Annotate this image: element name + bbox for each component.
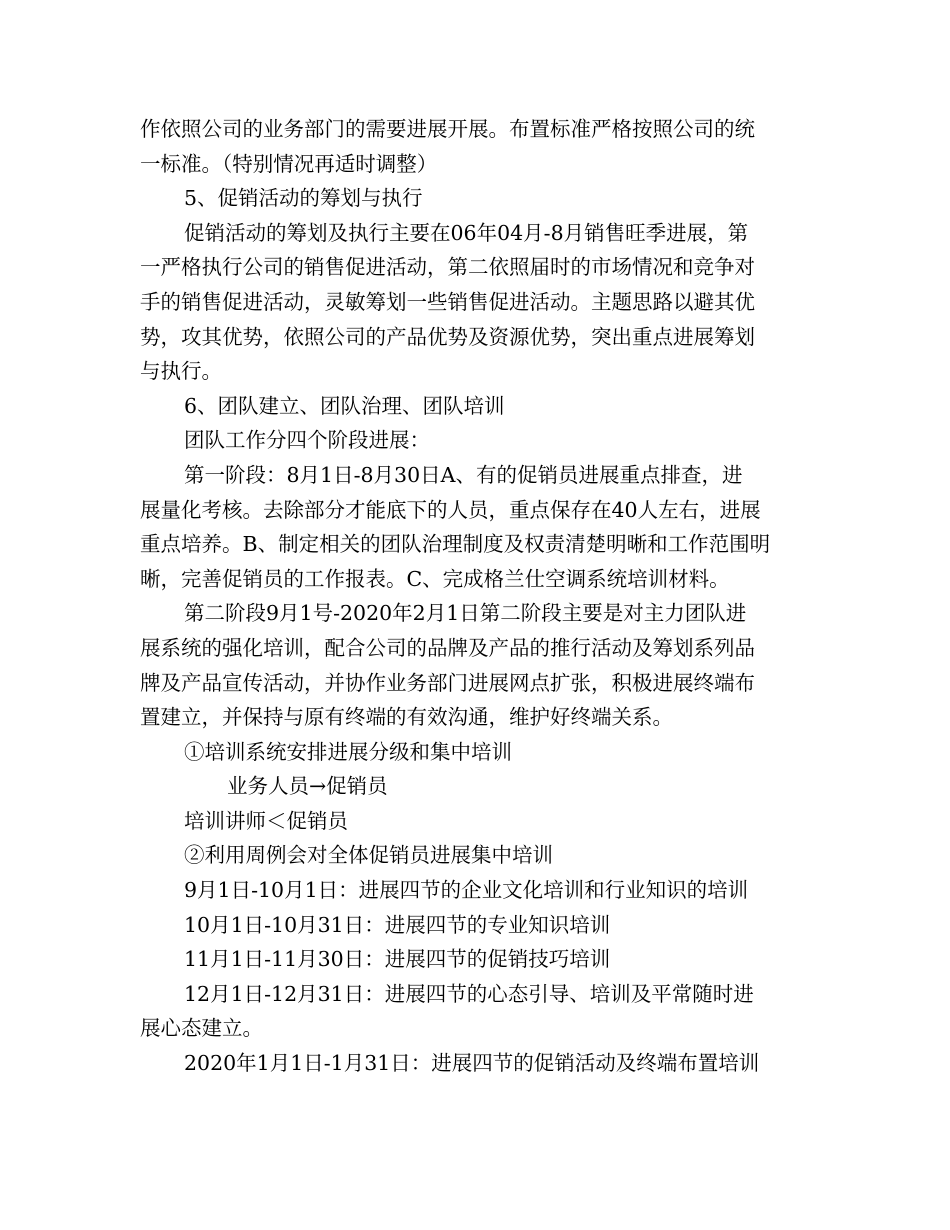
text-line: 第一阶段：8月1日-8月30日A、有的促销员进展重点排查，进 bbox=[184, 462, 743, 487]
text-line: 培训讲师＜促销员 bbox=[184, 808, 348, 833]
text-line: 置建立，并保持与原有终端的有效沟通，维护好终端关系。 bbox=[140, 705, 673, 730]
text-line: 与执行。 bbox=[140, 359, 222, 384]
text-line: 2020年1月1日-1月31日：进展四节的促销活动及终端布置培训 bbox=[184, 1051, 760, 1076]
text-line: 展系统的强化培训，配合公司的品牌及产品的推行活动及筹划系列品 bbox=[140, 635, 755, 660]
text-line: 5、促销活动的筹划与执行 bbox=[184, 186, 423, 211]
text-line: 10月1日-10月31日：进展四节的专业知识培训 bbox=[184, 912, 611, 937]
text-line: 11月1日-11月30日：进展四节的促销技巧培训 bbox=[184, 947, 611, 972]
text-line: 作依照公司的业务部门的需要进展开展。布置标准严格按照公司的统 bbox=[140, 117, 755, 141]
text-line: 9月1日-10月1日：进展四节的企业文化培训和行业知识的培训 bbox=[184, 878, 749, 903]
text-line: 促销活动的筹划及执行主要在06年04月-8月销售旺季进展，第 bbox=[184, 220, 749, 245]
text-line: 第二阶段9月1号-2020年2月1日第二阶段主要是对主力团队进 bbox=[184, 601, 747, 626]
text-line: 展量化考核。去除部分才能底下的人员，重点保存在40人左右，进展 bbox=[140, 497, 761, 522]
text-line: ①培训系统安排进展分级和集中培训 bbox=[184, 739, 512, 764]
text-line: 一标准。（特别情况再适时调整） bbox=[140, 151, 438, 176]
document-body bbox=[140, 112, 820, 1081]
text-line: 一严格执行公司的销售促进活动，第二依照届时的市场情况和竞争对 bbox=[140, 255, 755, 280]
text-line: 业务人员→促销员 bbox=[227, 774, 388, 799]
text-line: 6、团队建立、团队治理、团队培训 bbox=[184, 393, 505, 418]
text-line: 重点培养。B、制定相关的团队治理制度及权责清楚明晰和工作范围明 bbox=[140, 532, 771, 557]
text-line: 团队工作分四个阶段进展： bbox=[184, 428, 430, 453]
text-line: 展心态建立。 bbox=[140, 1016, 263, 1041]
text-line: 势，攻其优势，依照公司的产品优势及资源优势，突出重点进展筹划 bbox=[140, 324, 755, 349]
text-line: 手的销售促进活动，灵敏筹划一些销售促进活动。主题思路以避其优 bbox=[140, 289, 755, 314]
text-line: 晰，完善促销员的工作报表。C、完成格兰仕空调系统培训材料。 bbox=[140, 566, 730, 591]
text-line: ②利用周例会对全体促销员进展集中培训 bbox=[184, 843, 553, 868]
text-line: 牌及产品宣传活动，并协作业务部门进展网点扩张，积极进展终端布 bbox=[140, 670, 755, 695]
text-line: 12月1日-12月31日：进展四节的心态引导、培训及平常随时进 bbox=[184, 981, 754, 1006]
